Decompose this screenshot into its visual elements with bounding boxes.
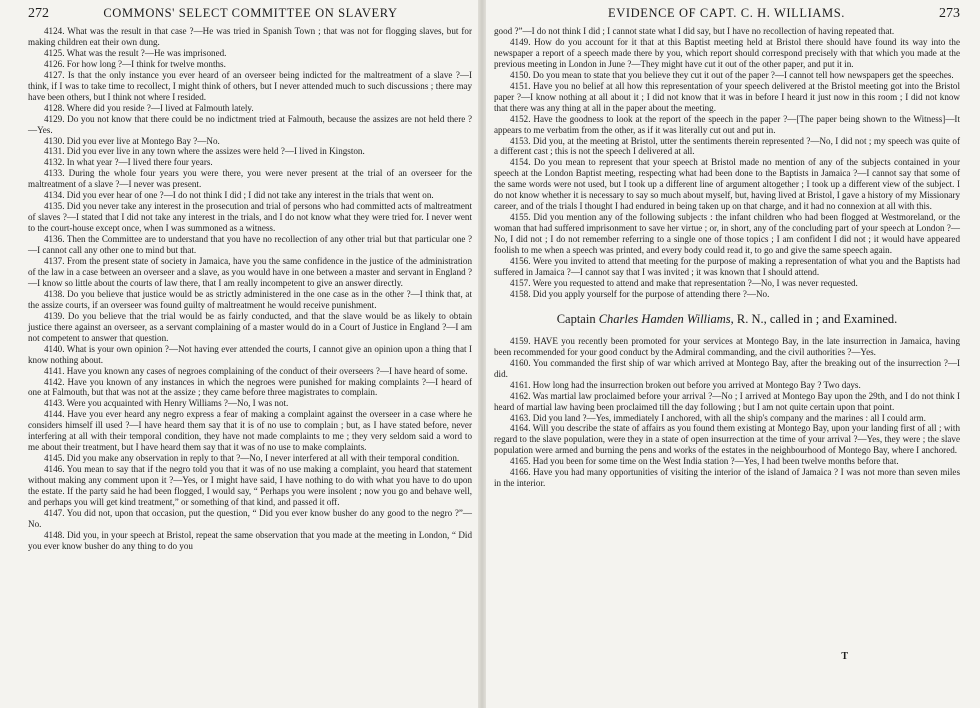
paragraph: 4140. What is your own opinion ?—Not having ever attended the courts, I cannot give an opinion upon a thing that I know nothing about. bbox=[28, 343, 472, 365]
running-head: COMMONS' SELECT COMMITTEE ON SLAVERY bbox=[103, 6, 398, 20]
left-page-body bbox=[28, 26, 472, 552]
paragraph: 4130. Did you ever live at Montego Bay ?—No. bbox=[44, 135, 220, 146]
paragraph: 4126. For how long ?—I think for twelve months. bbox=[44, 58, 226, 69]
paragraph: 4133. During the whole four years you were there, you were never present at the trial of an overseer for the maltreatment of a slave ?—I never was present. bbox=[28, 168, 472, 190]
paragraph: 4148. Did you, in your speech at Bristol, repeat the same observation that you made at the meeting in London, “ Did you ever know busher do any thing to do you bbox=[28, 529, 472, 551]
paragraph: 4154. Do you mean to represent that your speech at Bristol made no mention of any of the subjects contained in your speech at the London Baptist meeting, respecting what had been done to the Baptists in Jamaica ?—I cannot say that some of the same words were not used, but I took up a different line of argument altogether ; I took up a different view of the subject. I do not know whether it is necessary to say so much about myself, but, having lived at Bristol, I gave a history of my Missionary career, and of the trials I thought I had endured in being taken up on that charge, and it had no connexion at all with this. bbox=[494, 157, 960, 212]
paragraph: 4143. Were you acquainted with Henry Williams ?—No, I was not. bbox=[44, 398, 289, 409]
paragraph: 4149. How do you account for it that at this Baptist meeting held at Bristol there should have found its way into the newspaper a report of a speech made there by you, which report should correspond precisely with that which you made at the previous meeting in London in June ?—They might have cut it out of the other paper, and put it in. bbox=[494, 36, 960, 69]
paragraph: 4146. You mean to say that if the negro told you that it was of no use making a complaint, you heard that statement without making any comment upon it ?—Yes, or I might have said, I have nothing to do with what you have to do upon the estate. If the party said he had been flogged, I would say, “ Perhaps you were insolent ; now you go and behave well, and perhaps you will get kind treatment,” or something of that kind, and passed it off. bbox=[28, 464, 472, 507]
paragraph: 4145. Did you make any observation in reply to that ?—No, I never interfered at all with their temporal condition. bbox=[44, 453, 460, 464]
paragraph: 4128. Where did you reside ?—I lived at Falmouth lately. bbox=[44, 102, 254, 113]
paragraph: 4165. Had you been for some time on the West India station ?—Yes, I had been twelve months before that. bbox=[510, 456, 899, 467]
left-page-header bbox=[28, 6, 472, 24]
paragraph: 4139. Do you believe that the trial would be as fairly conducted, and that the slave would be as likely to obtain justice there against an overseer, as a servant complaining of a master would do in a Court of Justice in England ?—I am not competent to answer that question. bbox=[28, 310, 472, 343]
right-page-header bbox=[494, 6, 960, 24]
paragraph: 4164. Will you describe the state of affairs as you found them existing at Montego Bay, upon your landing first of all ; with regard to the slave population, were they in a state of open insurrection at the time of your arrival ?—Yes, they were ; the slave population were armed and burning the pens and works of the estates in the neighbourhood of Montego Bay, where I anchored. bbox=[494, 423, 960, 456]
running-head: EVIDENCE OF CAPT. C. H. WILLIAMS. bbox=[607, 6, 846, 20]
paragraph: 4134. Did you ever hear of one ?—I do not think I did ; I did not take any interest in the trials that went on. bbox=[44, 190, 434, 201]
paragraph: 4152. Have the goodness to look at the report of the speech in the paper ?—[The paper being shown to the Witness]—It appears to me verbatim from the other, as if it was literally cut out and put in. bbox=[494, 113, 960, 135]
paragraph: 4153. Did you, at the meeting at Bristol, utter the sentiments therein represented ?—No, I did not ; my speech was quite of a different cast ; this is not the speech I delivered at all. bbox=[494, 135, 960, 157]
paragraph: 4125. What was the result ?—He was imprisoned. bbox=[44, 47, 227, 58]
paragraph: 4159. HAVE you recently been promoted for your services at Montego Bay, in the late insurrection in Jamaica, having been recommended for your good conduct by the Admiral commanding, and the civil authorities ?—Yes. bbox=[494, 335, 960, 357]
witness-name: Charles Hamden Williams bbox=[598, 311, 731, 326]
paragraph: 4160. You commanded the first ship of war which arrived at Montego Bay, after the breaking out of the insurrection ?—I did. bbox=[494, 357, 960, 379]
paragraph: 4137. From the present state of society in Jamaica, have you the same confidence in the justice of the administration of the law in a case between an overseer and a slave, as you would have in one between a master and servant in England ?—I know so little about the courts of law there, that I am really incompetent to give an answer directly. bbox=[28, 256, 472, 288]
paragraph: 4161. How long had the insurrection broken out before you arrived at Montego Bay ? Two days. bbox=[510, 379, 861, 390]
paragraph: 4135. Did you never take any interest in the prosecution and trial of persons who had committed acts of maltreatment of slaves ?—I stated that I did not take any interest in the trials, and I do not know what they were tried for. I never went to the court-house except once, when I was summoned as a witness. bbox=[28, 201, 472, 234]
book-gutter bbox=[478, 0, 486, 708]
paragraph: good ?”—I do not think I did ; I cannot state what I did say, but I have no recollection of having repeated that. bbox=[494, 26, 895, 36]
paragraph: 4155. Did you mention any of the following subjects : the infant children who had been flogged at Westmoreland, or the woman that had suffered imprisonment to save her virtue ; or, in short, any of the concluding part of your speech at London ?—No, I did not ; I do not remember referring to a single one of those topics ; I am confident I did not ; it would have appeared foolish to me when a speech was printed, and every body could read it, to go and give the same speech again. bbox=[494, 212, 960, 256]
left-page bbox=[0, 0, 478, 708]
paragraph: 4158. Did you apply yourself for the purpose of attending there ?—No. bbox=[510, 288, 770, 299]
paragraph: 4163. Did you land ?—Yes, immediately I anchored, with all the ship's company and the marines : all I could arm. bbox=[510, 412, 926, 423]
paragraph: 4136. Then the Committee are to understand that you have no recollection of any other trial but that particular one ?—I cannot call any other one to mind but that. bbox=[28, 234, 472, 256]
paragraph: 4127. Is that the only instance you ever heard of an overseer being indicted for the maltreatment of a slave ?—I think, if I was to take time to recollect, I might think of others, but I never attended much to such discussions ; there may have been others, but I think not where I resided. bbox=[28, 69, 472, 102]
paragraph: 4129. Do you not know that there could be no indictment tried at Falmouth, because the assizes are not held there ?—Yes. bbox=[28, 113, 472, 135]
paragraph: 4124. What was the result in that case ?—He was tried in Spanish Town ; that was not for flogging slaves, but for making children eat their own dung. bbox=[28, 26, 472, 47]
paragraph: 4141. Have you known any cases of negroes complaining of the conduct of their overseers ?—I have heard of some. bbox=[44, 365, 468, 376]
witness-heading bbox=[494, 312, 960, 326]
right-page-body bbox=[494, 26, 960, 489]
page-number: 273 bbox=[938, 6, 960, 21]
paragraph: 4144. Have you ever heard any negro express a fear of making a complaint against the overseer in a case where he considers himself ill used ?—I have heard them say that it is of no use to complain ; but, as I have stated before, never interfering at all with their temporal condition, they have not made complaints to me ; they very seldom said a word to me about their treatment, but I have heard them say that it was of no use to make complaints. bbox=[28, 409, 472, 453]
paragraph: 4166. Have you had many opportunities of visiting the interior of the island of Jamaica ? I was not more than seven miles in the interior. bbox=[494, 467, 960, 489]
paragraph: 4147. You did not, upon that occasion, put the question, “ Did you ever know busher do any good to the negro ?”—No. bbox=[28, 507, 472, 529]
paragraph: 4157. Were you requested to attend and make that representation ?—No, I was never requested. bbox=[510, 277, 858, 288]
paragraph: 4142. Have you known of any instances in which the negroes were punished for making complaints ?—I heard of one at Falmouth, but that was not at the assize ; they came before three magistrates to complain. bbox=[28, 376, 472, 398]
paragraph: 4151. Have you no belief at all how this representation of your speech delivered at the Bristol meeting got into the Bristol paper ?—I know nothing at all about it ; I did not know that it was in before I heard it just now in this room ; I did not know that there was any thing at all in the paper about the meeting. bbox=[494, 80, 960, 113]
paragraph: 4150. Do you mean to state that you believe they cut it out of the paper ?—I cannot tell how newspapers get the speeches. bbox=[510, 69, 954, 80]
right-page bbox=[486, 0, 980, 708]
signature-mark: T bbox=[841, 651, 848, 662]
page-number: 272 bbox=[28, 6, 49, 21]
paragraph: 4156. Were you invited to attend that meeting for the purpose of making a representation of what you and the Baptists had suffered in Jamaica ?—I cannot say that I was invited ; it was known that I should attend. bbox=[494, 256, 960, 277]
heading-prefix: Captain bbox=[556, 311, 599, 326]
heading-suffix: , R. N., called in ; and Examined. bbox=[730, 311, 898, 326]
paragraph: 4138. Do you believe that justice would be as strictly administered in the one case as in the other ?—I think that, at the assize courts, if an overseer was found guilty of maltreatment he would receive punishment. bbox=[28, 288, 472, 310]
paragraph: 4131. Did you ever live in any town where the assizes were held ?—I lived in Kingston. bbox=[44, 146, 365, 157]
paragraph: 4132. In what year ?—I lived there four years. bbox=[44, 157, 213, 168]
paragraph: 4162. Was martial law proclaimed before your arrival ?—No ; I arrived at Montego Bay upon the 29th, and I do not think I heard of martial law having been proclaimed till the day following ; but I am not quite certain upon that point. bbox=[494, 390, 960, 412]
